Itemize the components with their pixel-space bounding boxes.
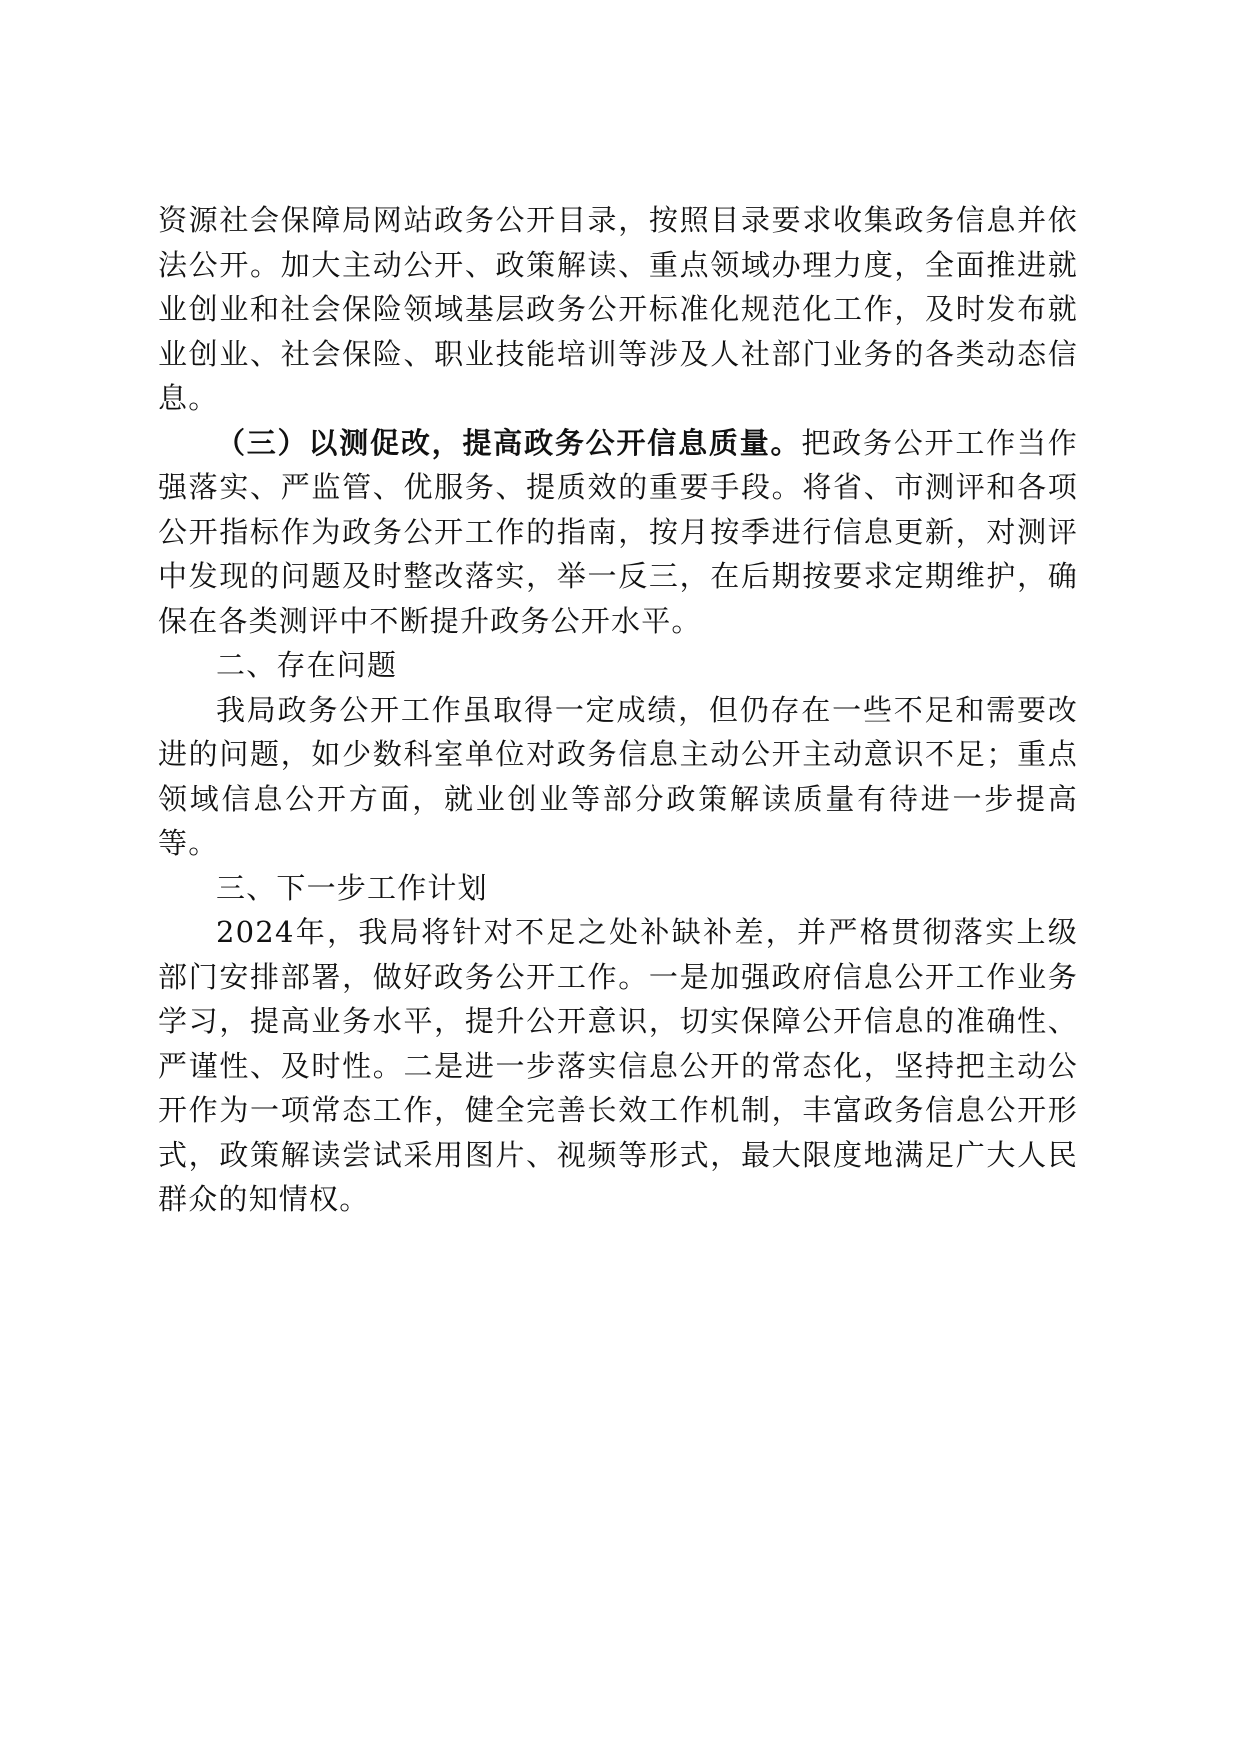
subsection-3-text: 把政务公开工作当作强落实、严监管、优服务、提质效的重要手段。将省、市测评和各项公开指标作为政务公开工作的指南，按月按季进行信息更新，对测评中发现的问题及时整改落实，举一反三，在后期按要求定期维护，确保在各类测评中不断提升政务公开水平。: [158, 425, 1078, 638]
document-body: [158, 198, 1078, 1222]
paragraph-next-plan: 2024年，我局将针对不足之处补缺补差，并严格贯彻落实上级部门安排部署，做好政务公开工作。一是加强政府信息公开工作业务学习，提高业务水平，提升公开意识，切实保障公开信息的准确性、严谨性、及时性。二是进一步落实信息公开的常态化，坚持把主动公开作为一项常态工作，健全完善长效工作机制，丰富政务信息公开形式，政策解读尝试采用图片、视频等形式，最大限度地满足广大人民群众的知情权。: [158, 915, 1078, 1216]
paragraph-subsection-3: [158, 421, 1078, 644]
paragraph-problems: 我局政务公开工作虽取得一定成绩，但仍存在一些不足和需要改进的问题，如少数科室单位对政务信息主动公开主动意识不足；重点领域信息公开方面，就业创业等部分政策解读质量有待进一步提高等。: [158, 692, 1078, 860]
section-heading-problems: 二、存在问题: [216, 648, 398, 682]
section-heading-next-plan: 三、下一步工作计划: [216, 870, 488, 905]
paragraph-continuation: 资源社会保障局网站政务公开目录，按照目录要求收集政务信息并依法公开。加大主动公开、政策解读、重点领域办理力度，全面推进就业创业和社会保险领域基层政务公开标准化规范化工作，及时发布就业创业、社会保险、职业技能培训等涉及人社部门业务的各类动态信息。: [158, 203, 1078, 415]
subsection-3-heading: （三）以测促改，提高政务公开信息质量。: [216, 425, 802, 460]
